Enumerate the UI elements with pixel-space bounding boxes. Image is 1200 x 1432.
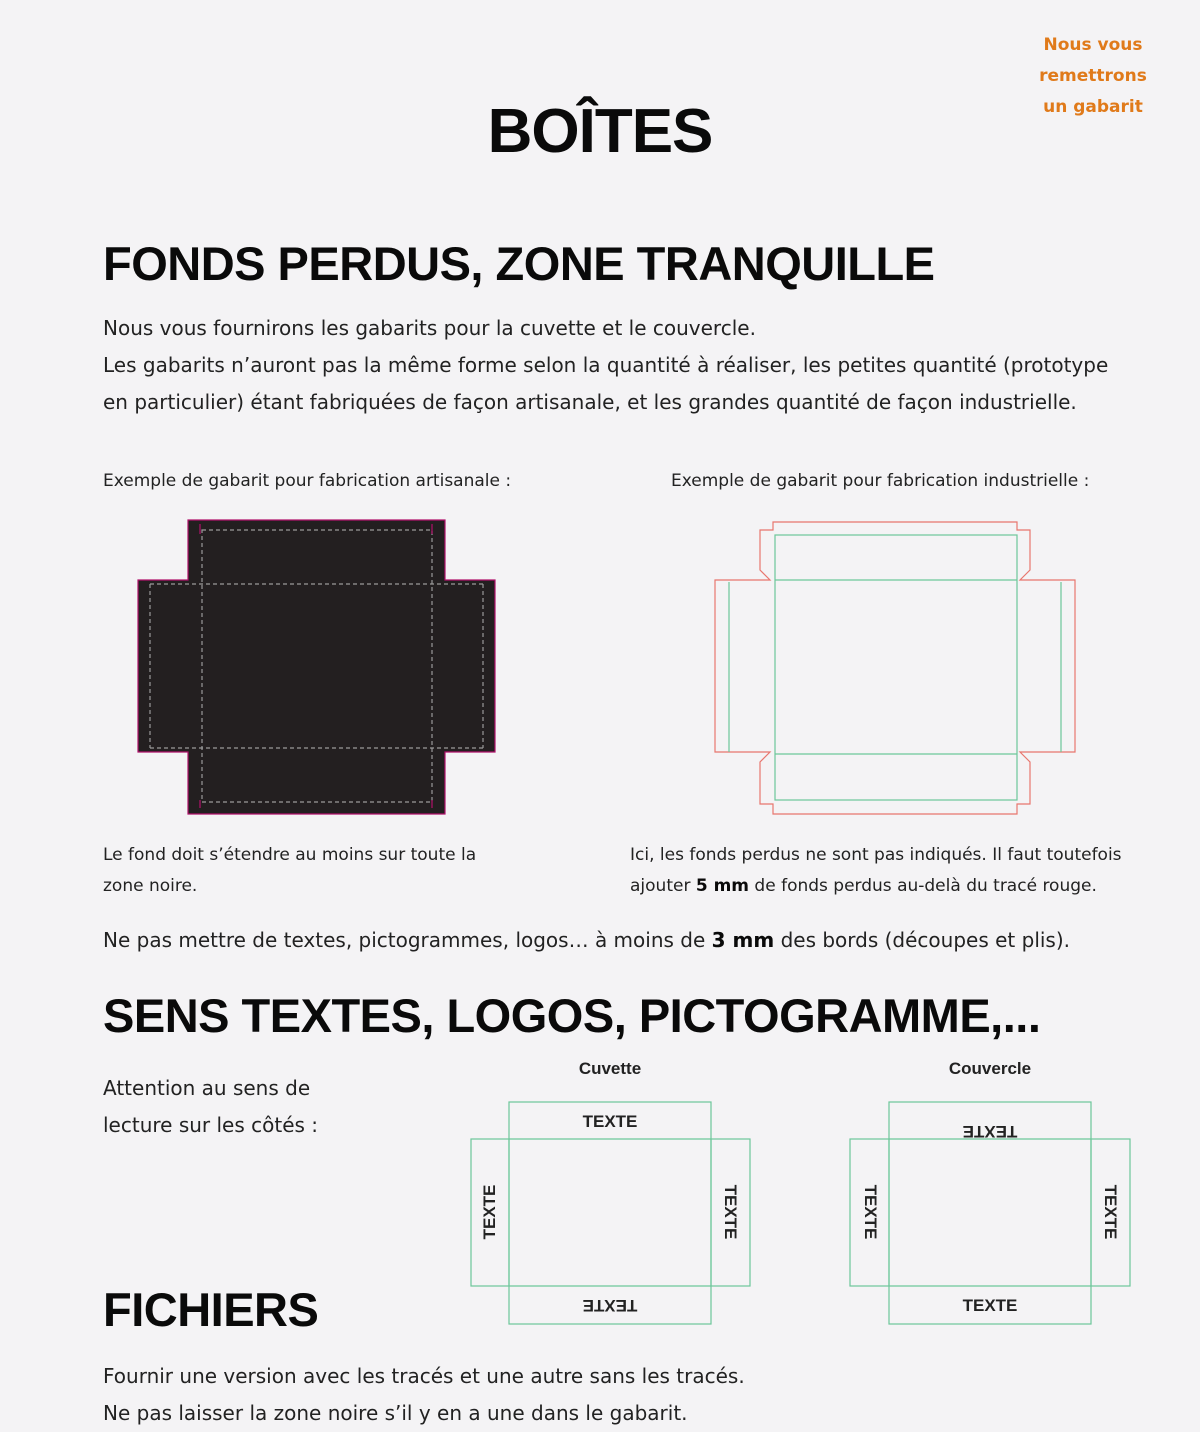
industrial-die-line xyxy=(715,522,1075,814)
industrial-fold-lines xyxy=(729,535,1061,800)
bleed-intro xyxy=(103,310,1123,421)
bleed-amount: 5 mm xyxy=(695,876,750,896)
safe-margin-amount: 3 mm xyxy=(711,928,775,952)
cuvette-net xyxy=(471,1102,750,1324)
artisanal-template-diagram xyxy=(130,512,505,822)
section-heading-bleed: FONDS PERDUS, ZONE TRANQUILLE xyxy=(103,237,935,290)
intro-line-1: Nous vous fournirons les gabarits pour la cuvette et le couvercle. xyxy=(103,316,756,340)
couvercle-bottom-label: TEXTE xyxy=(962,1296,1018,1315)
caption-artisanal: Exemple de gabarit pour fabrication artisanale : xyxy=(103,471,512,491)
files-line-1: Fournir une version avec les tracés et une autre sans les tracés. xyxy=(103,1364,745,1388)
safe-margin-note: Ne pas mettre de textes, pictogrammes, logos… à moins de 3 mm des bords (découpes et plis). xyxy=(103,928,1071,952)
files-instructions xyxy=(103,1358,1103,1432)
section-heading-direction: SENS TEXTES, LOGOS, PICTOGRAMME,... xyxy=(103,989,1041,1042)
couvercle-diagram xyxy=(840,1050,1140,1335)
reading-direction-note: Attention au sens de lecture sur les côtés : xyxy=(103,1076,319,1137)
cuvette-diagram xyxy=(460,1050,760,1335)
cuvette-top-label: TEXTE xyxy=(582,1112,638,1131)
couvercle-right-label: TEXTE xyxy=(1101,1184,1120,1240)
template-provided-note: Nous vous remettrons un gabarit xyxy=(1039,35,1147,117)
couvercle-left-label: TEXTE xyxy=(861,1184,880,1240)
artisanal-net-shape xyxy=(138,520,495,814)
couvercle-top-label: TEXTE xyxy=(962,1122,1018,1141)
industrial-note: Ici, les fonds perdus ne sont pas indiqués. Il faut toutefois ajouter 5 mm de fonds perdus au-delà du tracé rouge. xyxy=(630,845,1122,896)
files-line-2: Ne pas laisser la zone noire s’il y en a une dans le gabarit. xyxy=(103,1401,688,1425)
caption-industrial: Exemple de gabarit pour fabrication industrielle : xyxy=(671,471,1090,491)
industrial-template-diagram xyxy=(705,512,1090,822)
couvercle-title: Couvercle xyxy=(948,1059,1032,1078)
intro-line-2: Les gabarits n’auront pas la même forme selon la quantité à réaliser, les petites quantité (prototype en particulier) étant fabriquées de façon artisanale, et les grandes quantité de façon industrielle. xyxy=(103,353,1109,414)
artisanal-note: Le fond doit s’étendre au moins sur toute la zone noire. xyxy=(103,845,477,896)
cuvette-title: Cuvette xyxy=(578,1059,642,1078)
page-title: BOÎTES xyxy=(487,97,713,166)
section-heading-files: FICHIERS xyxy=(103,1283,319,1336)
cuvette-left-label: TEXTE xyxy=(480,1184,499,1240)
cuvette-right-label: TEXTE xyxy=(721,1184,740,1240)
cuvette-bottom-label: TEXTE xyxy=(582,1296,638,1315)
